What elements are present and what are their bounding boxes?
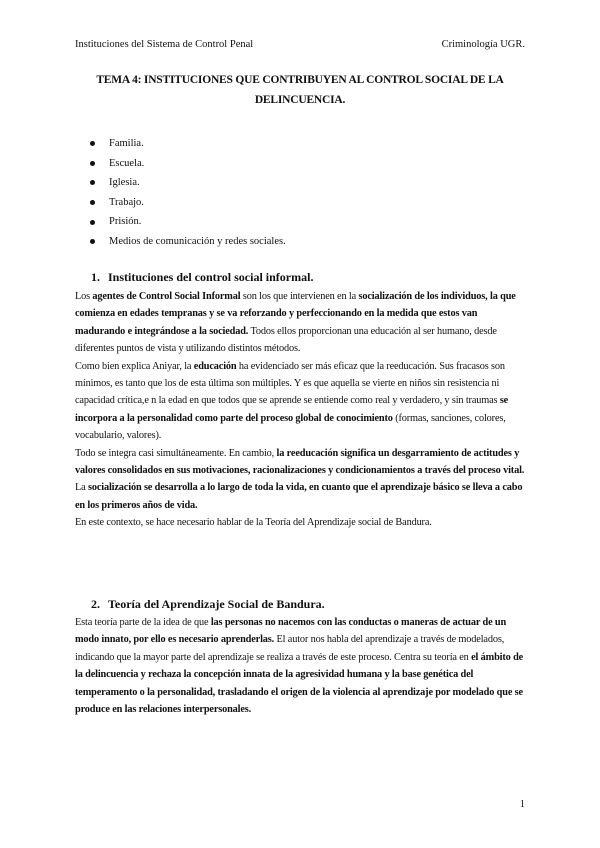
- bullet-icon: [90, 200, 95, 205]
- bullet-icon: [90, 239, 95, 244]
- paragraph: Como bien explica Aniyar, la educación ha evidenciado ser más eficaz que la reeducación. Sus fracasos son mínimos, es tanto que los de esta última son múltiples. Y es que aquella se vierte en niños sin resistencia ni capacidad crítica,e n la edad en que todos que se aprende se entiende como real y verdadero, y sin traumas se incorpora a la personalidad como parte del proceso global de conocimiento (formas, sanciones, colores, vocabulario, valores).: [75, 360, 509, 442]
- paragraph: Los agentes de Control Social Informal son los que intervienen en la socialización de los individuos, la que comienza en edades tempranas y se va reforzando y perfeccionando en la medida que estos van madurando e integrándose a la sociedad. Todos ellos proporcionan una educación al ser humano, desde diferentes puntos de vista y utilizando distintos métodos.: [75, 291, 516, 355]
- paragraph: En este contexto, se hace necesario hablar de la Teoría del Aprendizaje social de Bandura.: [75, 517, 432, 529]
- list-item: Escuela.: [90, 154, 286, 174]
- bullet-icon: [90, 161, 95, 166]
- section-2-body: [75, 614, 527, 718]
- title-line-1: TEMA 4: INSTITUCIONES QUE CONTRIBUYEN AL CONTROL SOCIAL DE LA: [96, 74, 504, 86]
- list-item: Prisión.: [90, 212, 286, 232]
- page-header: [75, 39, 525, 50]
- institutions-list: [90, 134, 286, 252]
- section-1-heading: [91, 270, 313, 285]
- bullet-icon: [90, 141, 95, 146]
- page-number: 1: [519, 799, 525, 810]
- list-item: Iglesia.: [90, 173, 286, 193]
- section-1-body: [75, 288, 527, 532]
- title-line-2: DELINCUENCIA.: [254, 94, 346, 106]
- list-item: Trabajo.: [90, 193, 286, 213]
- paragraph: Esta teoría parte de la idea de que las personas no nacemos con las conductas o maneras de actuar de un modo innato, por ello es necesario aprenderlas. El autor nos habla del aprendizaje a través de modelados, indicando que la mayor parte del aprendizaje se realiza a través de este proceso. Centra su teoría en el ámbito de la delincuencia y rechaza la concepción innata de la agresividad humana y la base genética del temperamento o la personalidad, trasladando el origen de la violencia al aprendizaje por modelado que se produce en las relaciones interpersonales.: [75, 617, 524, 716]
- section-2-title: Teoría del Aprendizaje Social de Bandura.: [108, 597, 325, 611]
- list-item: Familia.: [90, 134, 286, 154]
- bullet-icon: [90, 220, 95, 225]
- header-right-text: Criminología UGR.: [441, 39, 525, 50]
- section-2-number: 2.: [91, 597, 100, 611]
- paragraph: La socialización se desarrolla a lo largo de toda la vida, en cuanto que el aprendizaje básico se lleva a cabo en los primeros años de vida.: [75, 482, 523, 511]
- bullet-icon: [90, 180, 95, 185]
- section-2-heading: [91, 597, 325, 612]
- section-1-title: Instituciones del control social informal.: [108, 270, 314, 284]
- header-left-text: Instituciones del Sistema de Control Penal: [75, 39, 254, 50]
- list-item: Medios de comunicación y redes sociales.: [90, 232, 286, 252]
- document-title: [75, 70, 525, 110]
- paragraph: Todo se integra casi simultáneamente. En cambio, la reeducación significa un desgarramiento de actitudes y valores consolidados en sus motivaciones, racionalizaciones y condicionamientos a través del proceso vital.: [75, 447, 525, 477]
- section-1-number: 1.: [91, 270, 100, 284]
